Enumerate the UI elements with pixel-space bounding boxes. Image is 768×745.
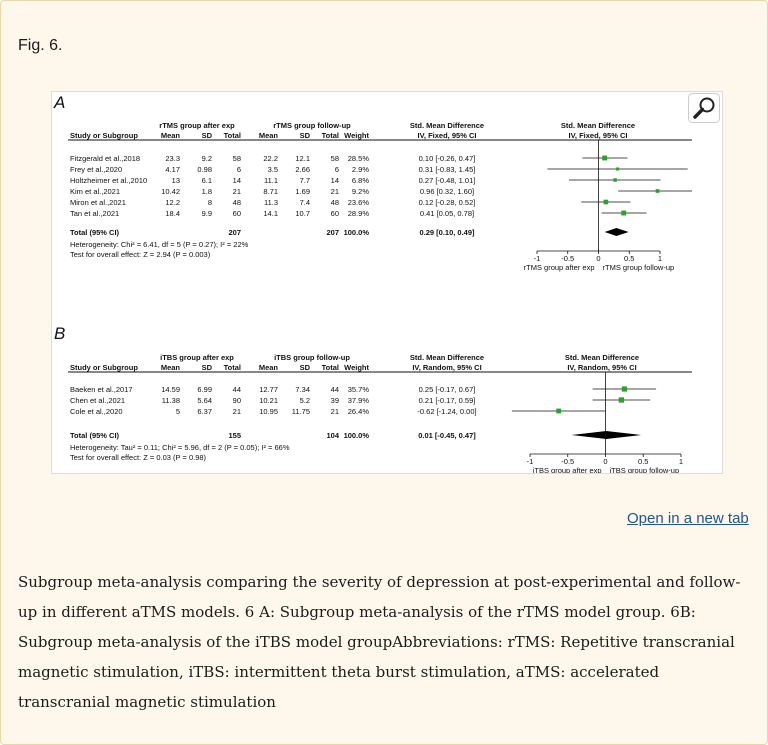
magnifier-icon[interactable]: [688, 93, 720, 123]
panel-a-study-name: Miron et al.,2021: [70, 198, 126, 207]
panel-a-cell-sd1: 6.1: [201, 176, 212, 185]
panel-b-total-label: Total (95% CI): [70, 431, 120, 440]
panel-a-total-n2: 207: [326, 228, 339, 237]
panel-b-cell-ci: -0.62 [-1.24, 0.00]: [417, 407, 477, 416]
panel-a-cell-ci: 0.12 [-0.28, 0.52]: [418, 198, 476, 207]
panel-a-point-marker: [604, 200, 609, 205]
panel-a-cell-mean1: 23.3: [165, 154, 180, 163]
panel-b-x-tick-label: 1: [678, 457, 684, 466]
panel-a-col-header: SD: [299, 131, 310, 140]
panel-b-study-name: Chen et al.,2021: [70, 396, 126, 405]
panel-a-col-header: Total: [321, 131, 339, 140]
panel-a-cell-weight: 2.9%: [351, 165, 369, 174]
panel-b-study-name: Cole et al.,2020: [70, 407, 123, 416]
panel-a-col-header: Mean: [160, 131, 180, 140]
panel-a-cell-total2: 48: [330, 198, 339, 207]
panel-b-cell-total1: 90: [232, 396, 241, 405]
panel-a-point-marker: [656, 189, 660, 193]
panel-a-total-n1: 207: [228, 228, 241, 237]
panel-b-group2-header: iTBS group follow-up: [274, 353, 350, 362]
forest-plot-svg: [52, 92, 722, 473]
panel-a-cell-mean1: 13: [171, 176, 180, 185]
panel-a-heterogeneity: Heterogeneity: Chi² = 6.41, df = 5 (P = 0.27); I² = 22%: [70, 240, 249, 249]
panel-a-total-ci: 0.29 [0.10, 0.49]: [419, 228, 475, 237]
panel-b-col-header: Total: [321, 363, 339, 372]
panel-b-cell-weight: 35.7%: [347, 385, 369, 394]
panel-b-overall-effect: Test for overall effect: Z = 0.03 (P = 0.98): [70, 453, 207, 462]
panel-a-study-name: Holtzheimer et al.,2010: [70, 176, 148, 185]
panel-b-favours-left: iTBS group after exp: [532, 466, 602, 473]
panel-a-x-tick-label: -1: [533, 254, 541, 263]
panel-b-cell-total2: 44: [330, 385, 339, 394]
panel-b-cell-total1: 44: [232, 385, 241, 394]
panel-a-study-name: Frey et al.,2020: [70, 165, 123, 174]
panel-a-cell-ci: 0.41 [0.05, 0.78]: [419, 209, 475, 218]
panel-a-plot-subheader: IV, Fixed, 95% CI: [568, 131, 628, 140]
panel-b-cell-total2: 21: [330, 407, 339, 416]
panel-a-total-diamond: [605, 228, 629, 236]
panel-a-cell-mean1: 18.4: [165, 209, 180, 218]
panel-a-cell-total2: 6: [334, 165, 339, 174]
panel-a-cell-mean1: 10.42: [161, 187, 180, 196]
panel-a-col-header: SD: [201, 131, 212, 140]
panel-a-point-marker: [613, 178, 617, 182]
panel-a-cell-sd2: 7.7: [299, 176, 310, 185]
panel-a-cell-total2: 21: [330, 187, 339, 196]
panel-b-cell-weight: 37.9%: [347, 396, 369, 405]
panel-a-x-tick-label: 1: [657, 254, 663, 263]
panel-b-point-marker: [556, 409, 561, 414]
panel-a-cell-ci: 0.31 [-0.83, 1.45]: [418, 165, 476, 174]
panel-a-cell-ci: 0.10 [-0.26, 0.47]: [418, 154, 476, 163]
panel-a-col-header: Mean: [258, 131, 278, 140]
panel-b-cell-sd2: 5.2: [299, 396, 310, 405]
panel-b-effect-header: Std. Mean Difference: [409, 353, 485, 362]
panel-b-cell-mean1: 11.38: [161, 396, 180, 405]
panel-b-cell-sd1: 6.37: [197, 407, 212, 416]
panel-b-col-header: Mean: [258, 363, 278, 372]
panel-b-favours-right: iTBS group follow-up: [609, 466, 680, 473]
panel-a-favours-left: rTMS group after exp: [523, 263, 595, 272]
panel-a-point-marker: [616, 167, 619, 170]
panel-b-cell-mean2: 10.21: [259, 396, 278, 405]
panel-b-total-n2: 104: [326, 431, 339, 440]
panel-a-cell-weight: 9.2%: [351, 187, 369, 196]
panel-b-col-header: Mean: [160, 363, 180, 372]
panel-a-cell-sd2: 2.66: [295, 165, 310, 174]
panel-a-cell-mean2: 11.1: [263, 176, 278, 185]
figure-image[interactable]: [51, 91, 723, 474]
panel-b-total-weight: 100.0%: [343, 431, 369, 440]
panel-a-cell-sd2: 1.69: [295, 187, 310, 196]
panel-a-ci-subheader: IV, Fixed, 95% CI: [417, 131, 477, 140]
panel-b-cell-mean2: 12.77: [259, 385, 278, 394]
panel-a-cell-mean2: 3.5: [267, 165, 278, 174]
panel-b-letter: B: [54, 324, 66, 343]
panel-b-cell-weight: 26.4%: [347, 407, 369, 416]
panel-b-total-n1: 155: [228, 431, 241, 440]
panel-a-cell-mean2: 22.2: [263, 154, 278, 163]
panel-b-heterogeneity: Heterogeneity: Tau² = 0.11; Chi² = 5.96, df = 2 (P = 0.05); I² = 66%: [70, 443, 290, 452]
panel-a-cell-sd1: 0.98: [197, 165, 212, 174]
panel-a-x-tick-label: 0: [596, 254, 601, 263]
panel-a-cell-sd1: 8: [207, 198, 212, 207]
panel-a-cell-total2: 58: [330, 154, 339, 163]
panel-a-cell-weight: 6.8%: [351, 176, 369, 185]
panel-a-cell-weight: 28.9%: [347, 209, 369, 218]
panel-a-cell-sd1: 9.2: [201, 154, 212, 163]
panel-b-total-ci: 0.01 [-0.45, 0.47]: [418, 431, 476, 440]
panel-b-cell-mean2: 10.95: [259, 407, 278, 416]
panel-a-cell-sd2: 10.7: [295, 209, 310, 218]
panel-a-cell-mean1: 12.2: [165, 198, 180, 207]
panel-a-group1-header: rTMS group after exp: [159, 121, 235, 130]
panel-b-col-header: Weight: [344, 363, 369, 372]
panel-a-study-name: Kim et al.,2021: [70, 187, 121, 196]
panel-a-cell-total1: 58: [232, 154, 241, 163]
panel-b-col-header: SD: [201, 363, 212, 372]
panel-a-x-tick-label: -0.5: [561, 254, 575, 263]
panel-b-group1-header: iTBS group after exp: [160, 353, 234, 362]
panel-b-cell-total2: 39: [330, 396, 339, 405]
panel-a-col-header: Total: [223, 131, 241, 140]
panel-b-cell-sd1: 5.64: [197, 396, 212, 405]
panel-b-x-tick-label: -1: [526, 457, 534, 466]
panel-b-study-name: Baeken et al.,2017: [70, 385, 133, 394]
panel-a-study-name: Fitzgerald et al.,2018: [70, 154, 141, 163]
panel-b-cell-ci: 0.25 [-0.17, 0.67]: [418, 385, 476, 394]
panel-b-plot-header: Std. Mean Difference: [564, 353, 640, 362]
panel-a-cell-total1: 6: [236, 165, 241, 174]
panel-b-x-tick-label: 0: [603, 457, 608, 466]
panel-b-col-header: SD: [299, 363, 310, 372]
panel-a-cell-mean2: 14.1: [263, 209, 278, 218]
panel-a-overall-effect: Test for overall effect: Z = 2.94 (P = 0.003): [70, 250, 211, 259]
panel-b-cell-sd2: 7.34: [295, 385, 310, 394]
panel-a-cell-sd1: 9.9: [201, 209, 212, 218]
panel-b-point-marker: [622, 386, 627, 391]
panel-a-cell-total1: 60: [232, 209, 241, 218]
panel-b-cell-mean1: 5: [175, 407, 180, 416]
panel-b-x-tick-label: -0.5: [561, 457, 575, 466]
panel-b-cell-sd1: 6.99: [197, 385, 212, 394]
panel-b-plot-subheader: IV, Random, 95% CI: [567, 363, 637, 372]
panel-a-point-marker: [602, 156, 607, 161]
panel-a-col-header: Weight: [344, 131, 369, 140]
panel-a-cell-weight: 28.5%: [347, 154, 369, 163]
panel-b-ci-subheader: IV, Random, 95% CI: [412, 363, 482, 372]
panel-b-x-tick-label: 0.5: [638, 457, 649, 466]
panel-a-total-weight: 100.0%: [343, 228, 369, 237]
panel-a-cell-mean1: 4.17: [165, 165, 180, 174]
panel-a-cell-ci: 0.27 [-0.48, 1.01]: [418, 176, 476, 185]
panel-a-total-label: Total (95% CI): [70, 228, 120, 237]
panel-b-col-header: Total: [223, 363, 241, 372]
figure-label: Fig. 6.: [18, 37, 63, 54]
panel-a-point-marker: [621, 211, 626, 216]
panel-a-cell-sd2: 12.1: [295, 154, 310, 163]
panel-a-col-header: Study or Subgroup: [70, 131, 138, 140]
panel-a-effect-header: Std. Mean Difference: [409, 121, 485, 130]
panel-a-cell-total2: 60: [330, 209, 339, 218]
panel-b-point-marker: [619, 397, 624, 402]
panel-a-cell-total1: 14: [232, 176, 241, 185]
open-in-new-tab-link[interactable]: Open in a new tab: [627, 510, 749, 527]
panel-a-plot-header: Std. Mean Difference: [560, 121, 636, 130]
figure-caption: Subgroup meta-analysis comparing the severity of depression at post-experimental and follow-up in different aTMS models. 6 A: Subgroup meta-analysis of the rTMS model group. 6B: Subgroup meta-analysis of the iTBS model groupAbbreviations: rTMS: Repetitive transcranial magnetic stimulation, iTBS: intermittent theta burst stimulation, aTMS: accelerated transcranial magnetic stimulation: [18, 573, 741, 711]
panel-b-total-diamond: [572, 431, 641, 439]
panel-a-group2-header: rTMS group follow-up: [273, 121, 351, 130]
panel-a-cell-sd1: 1.8: [201, 187, 212, 196]
panel-b-cell-total1: 21: [232, 407, 241, 416]
panel-a-cell-sd2: 7.4: [299, 198, 310, 207]
panel-a-cell-ci: 0.96 [0.32, 1.60]: [419, 187, 475, 196]
panel-a-letter: A: [54, 93, 66, 112]
panel-b-col-header: Study or Subgroup: [70, 363, 138, 372]
panel-a-cell-total1: 21: [232, 187, 241, 196]
panel-a-cell-total2: 14: [330, 176, 339, 185]
panel-a-cell-weight: 23.6%: [347, 198, 369, 207]
panel-b-cell-ci: 0.21 [-0.17, 0.59]: [418, 396, 476, 405]
panel-a-cell-mean2: 8.71: [263, 187, 278, 196]
panel-a-cell-total1: 48: [232, 198, 241, 207]
panel-b-cell-sd2: 11.75: [291, 407, 310, 416]
panel-a-cell-mean2: 11.3: [263, 198, 278, 207]
panel-b-cell-mean1: 14.59: [161, 385, 180, 394]
panel-a-x-tick-label: 0.5: [624, 254, 635, 263]
panel-a-favours-right: rTMS group follow-up: [602, 263, 675, 272]
panel-a-study-name: Tan et al.,2021: [70, 209, 120, 218]
